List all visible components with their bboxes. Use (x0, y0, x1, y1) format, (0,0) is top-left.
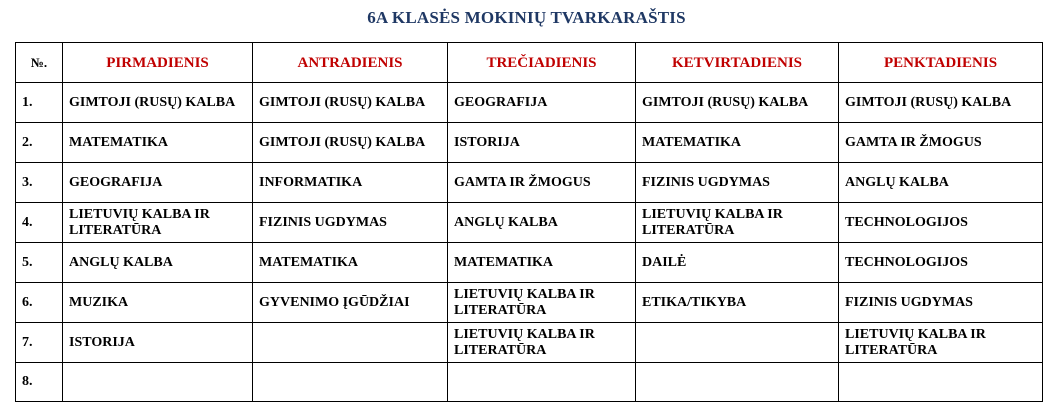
lesson-cell: INFORMATIKA (253, 163, 448, 203)
lesson-cell: LIETUVIŲ KALBA IR LITERATŪRA (448, 323, 636, 363)
lesson-cell: GAMTA IR ŽMOGUS (839, 123, 1043, 163)
lesson-cell: LIETUVIŲ KALBA IR LITERATŪRA (636, 203, 839, 243)
day-header: TREČIADIENIS (448, 43, 636, 83)
lesson-cell: TECHNOLOGIJOS (839, 243, 1043, 283)
lesson-number: 7. (16, 323, 63, 363)
lesson-cell: GAMTA IR ŽMOGUS (448, 163, 636, 203)
lesson-cell: LIETUVIŲ KALBA IR LITERATŪRA (63, 203, 253, 243)
lesson-cell: ISTORIJA (448, 123, 636, 163)
table-row (16, 203, 1043, 243)
lesson-cell: MUZIKA (63, 283, 253, 323)
table-row (16, 163, 1043, 203)
lesson-cell (253, 323, 448, 363)
lesson-cell (63, 363, 253, 402)
lesson-cell: ANGLŲ KALBA (63, 243, 253, 283)
lesson-number: 5. (16, 243, 63, 283)
lesson-cell: ANGLŲ KALBA (839, 163, 1043, 203)
lesson-number: 3. (16, 163, 63, 203)
lesson-cell: MATEMATIKA (636, 123, 839, 163)
day-header: ANTRADIENIS (253, 43, 448, 83)
lesson-cell: FIZINIS UGDYMAS (636, 163, 839, 203)
lesson-cell: FIZINIS UGDYMAS (839, 283, 1043, 323)
lesson-cell: MATEMATIKA (253, 243, 448, 283)
lesson-cell: FIZINIS UGDYMAS (253, 203, 448, 243)
lesson-cell: GIMTOJI (RUSŲ) KALBA (253, 83, 448, 123)
lesson-cell: TECHNOLOGIJOS (839, 203, 1043, 243)
table-row (16, 283, 1043, 323)
lesson-number: 8. (16, 363, 63, 402)
day-header: PIRMADIENIS (63, 43, 253, 83)
lesson-number: 1. (16, 83, 63, 123)
table-row (16, 363, 1043, 402)
lesson-number: 4. (16, 203, 63, 243)
lesson-cell: ANGLŲ KALBA (448, 203, 636, 243)
schedule-table (15, 42, 1043, 402)
table-row (16, 83, 1043, 123)
lesson-cell (636, 363, 839, 402)
lesson-cell: MATEMATIKA (448, 243, 636, 283)
lesson-cell (636, 323, 839, 363)
lesson-cell: ISTORIJA (63, 323, 253, 363)
lesson-cell: GEOGRAFIJA (448, 83, 636, 123)
lesson-cell: MATEMATIKA (63, 123, 253, 163)
lesson-cell: ETIKA/TIKYBA (636, 283, 839, 323)
lesson-cell: DAILĖ (636, 243, 839, 283)
lesson-cell (839, 363, 1043, 402)
lesson-cell: LIETUVIŲ KALBA IR LITERATŪRA (448, 283, 636, 323)
table-row (16, 123, 1043, 163)
day-header: PENKTADIENIS (839, 43, 1043, 83)
lesson-cell: GIMTOJI (RUSŲ) KALBA (839, 83, 1043, 123)
day-header: KETVIRTADIENIS (636, 43, 839, 83)
number-column-header: №. (16, 43, 63, 83)
lesson-number: 6. (16, 283, 63, 323)
lesson-cell: GEOGRAFIJA (63, 163, 253, 203)
page-title: 6A KLASĖS MOKINIŲ TVARKARAŠTIS (367, 8, 686, 27)
table-row (16, 243, 1043, 283)
header-row (16, 43, 1043, 83)
lesson-cell: GYVENIMO ĮGŪDŽIAI (253, 283, 448, 323)
lesson-number: 2. (16, 123, 63, 163)
lesson-cell: LIETUVIŲ KALBA IR LITERATŪRA (839, 323, 1043, 363)
lesson-cell (448, 363, 636, 402)
lesson-cell (253, 363, 448, 402)
lesson-cell: GIMTOJI (RUSŲ) KALBA (63, 83, 253, 123)
table-row (16, 323, 1043, 363)
lesson-cell: GIMTOJI (RUSŲ) KALBA (253, 123, 448, 163)
lesson-cell: GIMTOJI (RUSŲ) KALBA (636, 83, 839, 123)
